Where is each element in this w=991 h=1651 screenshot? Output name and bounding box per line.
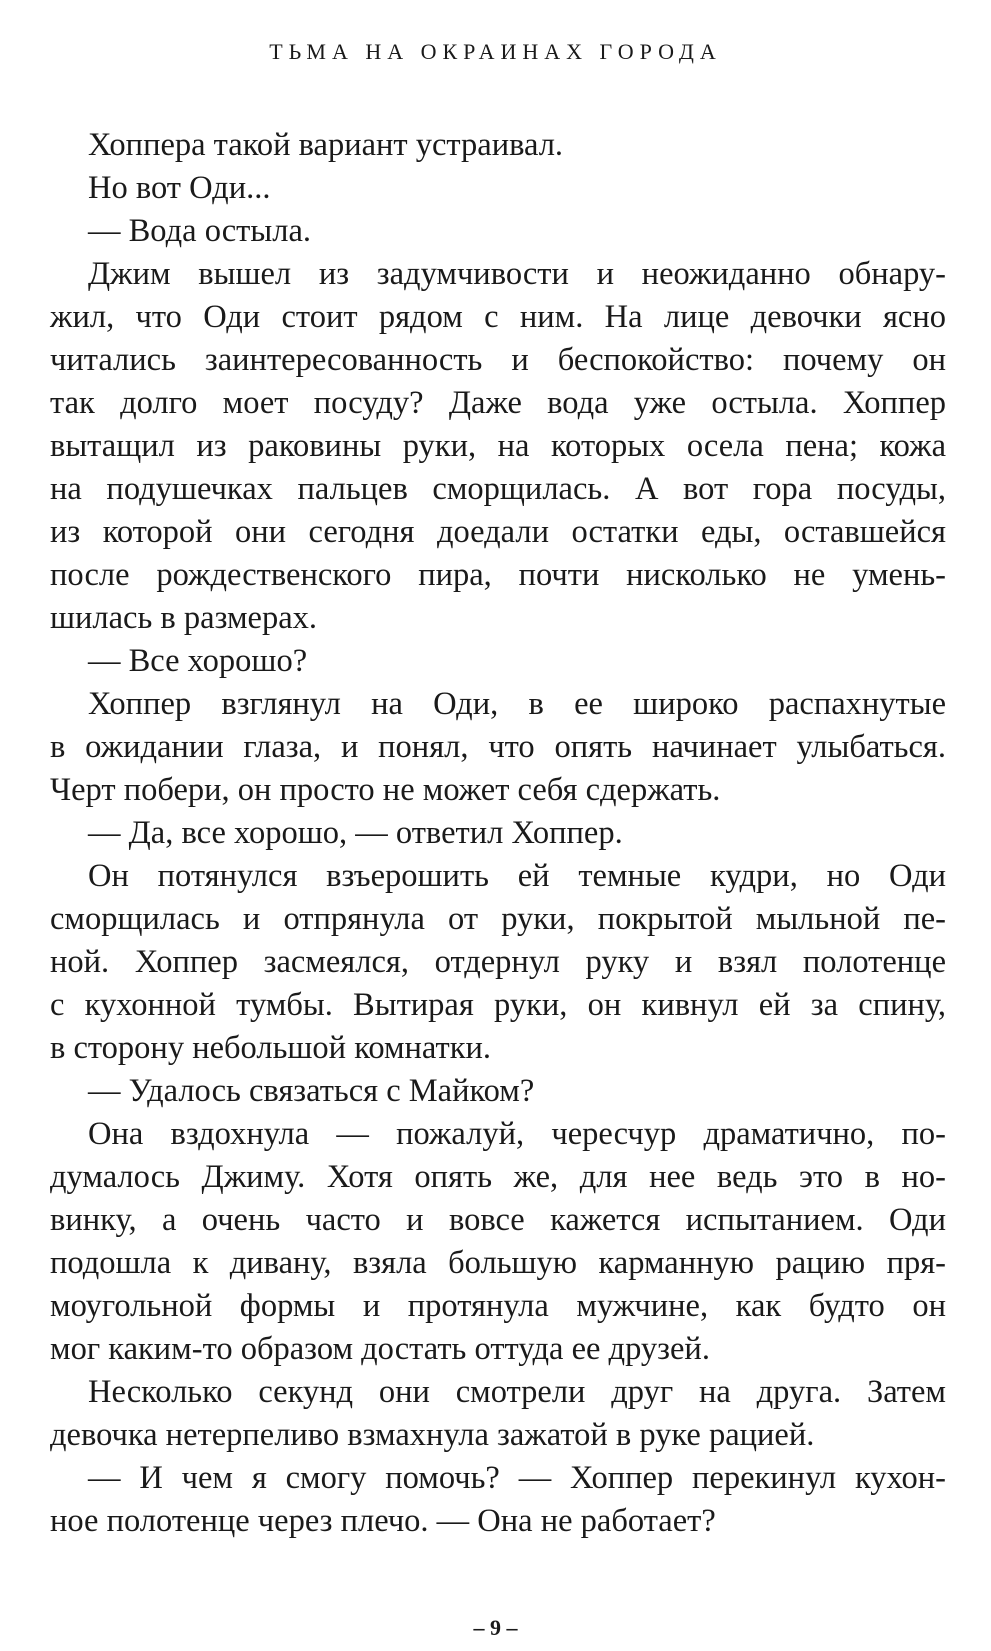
text-line: так долго моет посуду? Даже вода уже остыла. Хоппер <box>50 385 946 421</box>
text-line: мог каким-то образом достать оттуда ее друзей. <box>50 1331 710 1367</box>
text-line: сморщилась и отпрянула от руки, покрытой мыльной пе- <box>50 901 946 937</box>
text-line: вытащил из раковины руки, на которых осела пена; кожа <box>50 428 946 464</box>
text-line: Но вот Оди... <box>88 170 271 206</box>
text-line: — Все хорошо? <box>88 643 308 679</box>
text-line: с кухонной тумбы. Вытирая руки, он кивнул ей за спину, <box>50 987 946 1023</box>
text-line: в ожидании глаза, и понял, что опять начинает улыбаться. <box>50 729 946 765</box>
text-line: Он потянулся взъерошить ей темные кудри, но Оди <box>88 858 946 894</box>
text-line: в сторону небольшой комнатки. <box>50 1030 492 1066</box>
text-line: подошла к дивану, взяла большую карманную рацию пря- <box>50 1245 946 1281</box>
text-line: после рождественского пира, почти нисколько не умень- <box>50 557 946 593</box>
text-line: — Удалось связаться с Майком? <box>88 1073 535 1109</box>
text-line: Она вздохнула — пожалуй, чересчур драматично, по- <box>88 1116 946 1152</box>
text-line: Хоппер взглянул на Оди, в ее широко распахнутые <box>88 686 946 722</box>
text-line: — И чем я смогу помочь? — Хоппер перекинул кухон- <box>88 1460 946 1496</box>
text-line: девочка нетерпеливо взмахнула зажатой в руке рацией. <box>50 1417 815 1453</box>
text-line: ной. Хоппер засмеялся, отдернул руку и взял полотенце <box>50 944 946 980</box>
text-line: на подушечках пальцев сморщилась. А вот гора посуды, <box>50 471 946 507</box>
text-line: читались заинтересованность и беспокойство: почему он <box>50 342 946 378</box>
text-line: Джим вышел из задумчивости и неожиданно обнару- <box>88 256 946 292</box>
text-line: Несколько секунд они смотрели друг на друга. Затем <box>88 1374 946 1410</box>
page-number: – 9 – <box>473 1615 518 1640</box>
text-line: Черт побери, он просто не может себя сдержать. <box>50 772 721 808</box>
text-line: из которой они сегодня доедали остатки еды, оставшейся <box>50 514 946 550</box>
running-header-title: ТЬМА НА ОКРАИНАХ ГОРОДА <box>269 39 722 64</box>
text-line: винку, а очень часто и вовсе кажется испытанием. Оди <box>50 1202 946 1238</box>
text-line: шилась в размерах. <box>50 600 317 636</box>
text-line: жил, что Оди стоит рядом с ним. На лице девочки ясно <box>50 299 946 335</box>
text-line: Хоппера такой вариант устраивал. <box>88 127 564 163</box>
text-line: — Да, все хорошо, — ответил Хоппер. <box>88 815 623 851</box>
text-line: моугольной формы и протянула мужчине, как будто он <box>50 1288 946 1324</box>
text-line: ное полотенце через плечо. — Она не работает? <box>50 1503 716 1539</box>
text-line: думалось Джиму. Хотя опять же, для нее ведь это в но- <box>50 1159 946 1195</box>
body-text <box>50 124 946 1543</box>
text-line: — Вода остыла. <box>88 213 311 249</box>
